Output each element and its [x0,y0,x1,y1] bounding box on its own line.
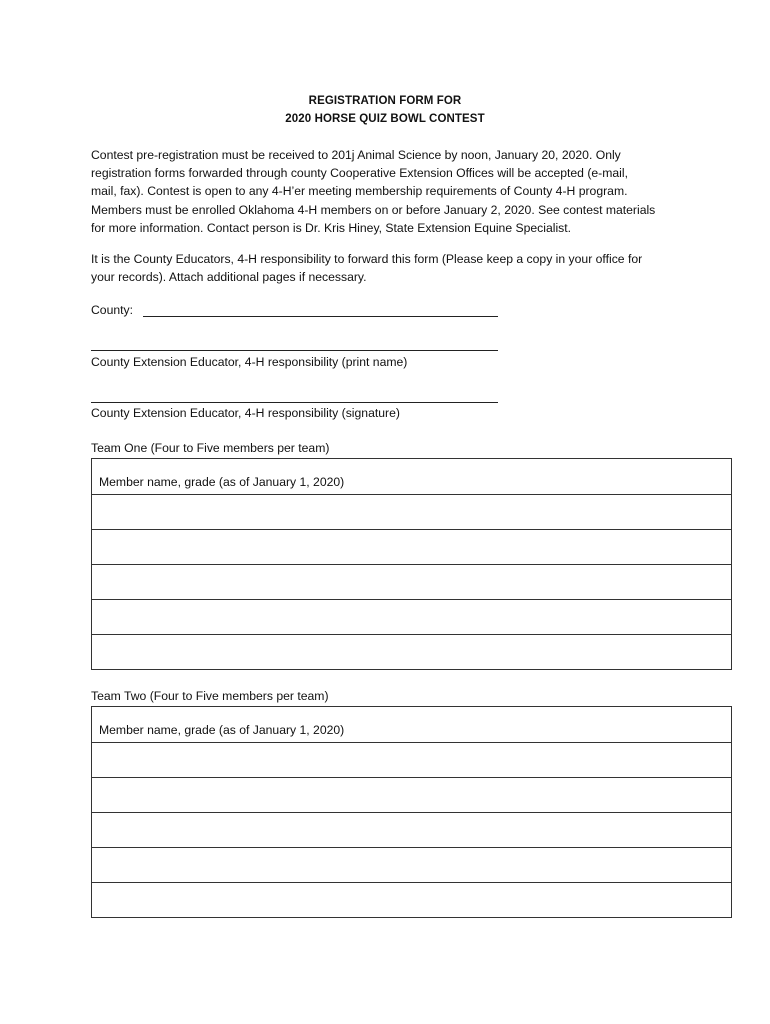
educator-print-name-label: County Extension Educator, 4-H responsibility (print name) [91,355,408,369]
member-entry-cell[interactable] [92,635,732,670]
member-entry-cell[interactable] [92,495,732,530]
member-entry-cell[interactable] [92,883,732,918]
intro-line: Contest pre-registration must be received to 201j Animal Science by noon, January 20, 2020. Only [91,148,621,162]
member-entry-cell[interactable] [92,848,732,883]
form-title-line-2: 2020 HORSE QUIZ BOWL CONTEST [285,113,485,125]
note-paragraph [91,250,711,286]
county-label: County: [91,303,134,317]
table-row[interactable] [92,848,732,883]
table-row[interactable] [92,530,732,565]
county-input-line[interactable] [143,316,498,317]
member-entry-cell[interactable] [92,778,732,813]
table-row[interactable] [92,778,732,813]
member-entry-cell[interactable] [92,813,732,848]
intro-line: mail, fax). Contest is open to any 4-H’er meeting membership requirements of County 4-H program. [91,184,628,199]
table-row[interactable] [92,883,732,918]
member-entry-cell[interactable] [92,530,732,565]
team-two-table [91,706,732,918]
member-column-header: Member name, grade (as of January 1, 2020) [99,723,345,737]
educator-signature-label: County Extension Educator, 4-H responsibility (signature) [91,406,400,420]
educator-signature-line[interactable] [91,402,498,403]
form-title-line-1: REGISTRATION FORM FOR [308,95,462,107]
table-row[interactable] [92,743,732,778]
note-line: your records). Attach additional pages if necessary. [91,270,367,285]
member-column-header: Member name, grade (as of January 1, 2020) [99,475,345,489]
table-row[interactable] [92,635,732,670]
team-two-title: Team Two (Four to Five members per team) [91,689,329,703]
table-row[interactable] [92,813,732,848]
team-one-title: Team One (Four to Five members per team) [91,441,330,455]
intro-line: Members must be enrolled Oklahoma 4-H members on or before January 2, 2020. See contest materials [91,202,656,217]
intro-line: for more information. Contact person is Dr. Kris Hiney, State Extension Equine Specialist. [91,220,572,235]
member-entry-cell[interactable] [92,600,732,635]
table-row[interactable] [92,495,732,530]
educator-print-name-line[interactable] [91,350,498,351]
table-row[interactable] [92,565,732,600]
team-one-table [91,458,732,670]
intro-line: registration forms forwarded through county Cooperative Extension Offices will be accepted (e-mail, [91,166,628,181]
table-header-row [92,707,732,743]
table-header-cell [92,707,732,743]
table-header-cell [92,459,732,495]
intro-paragraph [91,146,711,237]
note-line: It is the County Educators, 4-H responsibility to forward this form (Please keep a copy in your office for [91,252,643,266]
table-header-row [92,459,732,495]
member-entry-cell[interactable] [92,743,732,778]
member-entry-cell[interactable] [92,565,732,600]
table-row[interactable] [92,600,732,635]
